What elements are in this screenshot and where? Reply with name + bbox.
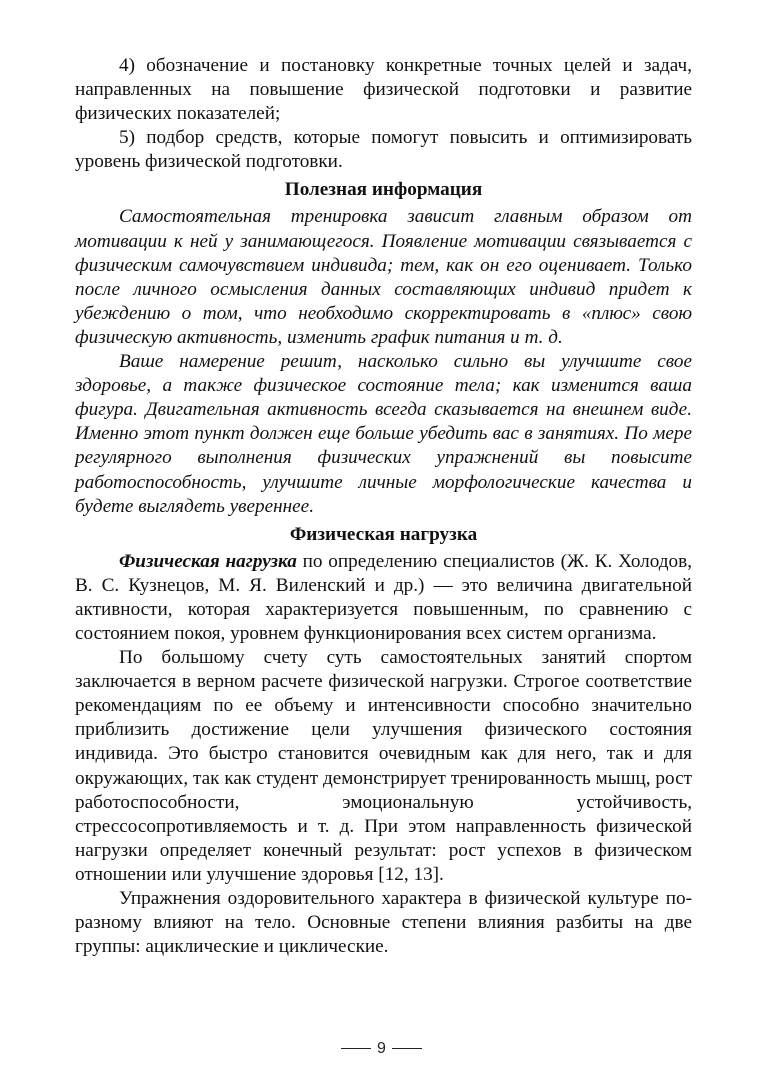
definition-text: по определению специалистов (Ж. К. Холодов, В. С. Кузнецов, М. Я. Виленский и др.) — это величина двигательной активности, которая характеризуется повышенным, по сравнению с состоянием покоя, уровнем функционирования всех систем организма.	[75, 550, 692, 644]
document-page	[75, 54, 692, 959]
list-item-4: 4) обозначение и постановку конкретные точных целей и задач, направленных на повышение физической подготовки и развитие физических показателей;	[75, 55, 692, 125]
definition-term: Физическая нагрузка	[119, 550, 297, 572]
load-paragraph-1: По большому счету суть самостоятельных занятий спортом заключается в верном расчете физической нагрузки. Строгое соответствие рекомендациям по ее объему и интенсивности способно значительно приблизить достижение цели улучшения физического состояния индивида. Это быстро становится очевидным как для него, так и для окружающих, так как студент демонстрирует тренированность мышц, рост работоспособности, эмоциональную устойчивость, стрессосопротивляемость и т. д. При этом направленность физической нагрузки определяет конечный результат: рост успехов в физическом отношении или улучшение здоровья [12, 13].	[75, 647, 692, 885]
page-number-dash-left	[341, 1048, 371, 1049]
definition-paragraph	[75, 550, 692, 646]
page-number-value: 9	[377, 1040, 386, 1057]
heading-physical-load: Физическая нагрузка	[289, 523, 478, 545]
list-item-5: 5) подбор средств, которые помогут повысить и оптимизировать уровень физической подготовки.	[75, 127, 692, 173]
useful-paragraph-1: Самостоятельная тренировка зависит главным образом от мотивации к ней у занимающегося. Появление мотивации связывается с физическим самочувствием индивида; тем, как он его оценивает. Только после личного осмысления данных составляющих индивид придет к убеждению о том, что необходимо скорректировать в «плюс» свою физическую активность, изменить график питания и т. д.	[75, 206, 692, 348]
load-paragraph-2: Упражнения оздоровительного характера в физической культуре по-разному влияют на тело. Основные степени влияния разбиты на две группы: ациклические и циклические.	[75, 888, 692, 958]
page-number	[0, 1040, 763, 1058]
page-number-dash-right	[392, 1048, 422, 1049]
heading-useful-info: Полезная информация	[284, 179, 483, 201]
useful-paragraph-2: Ваше намерение решит, насколько сильно вы улучшите свое здоровье, а также физическое состояние тела; как изменится ваша фигура. Двигательная активность всегда сказывается на внешнем виде. Именно этот пункт должен еще больше убедить вас в занятиях. По мере регулярного выполнения физических упражнений вы повысите работоспособность, улучшите личные морфологические качества и будете выглядеть увереннее.	[75, 351, 692, 517]
